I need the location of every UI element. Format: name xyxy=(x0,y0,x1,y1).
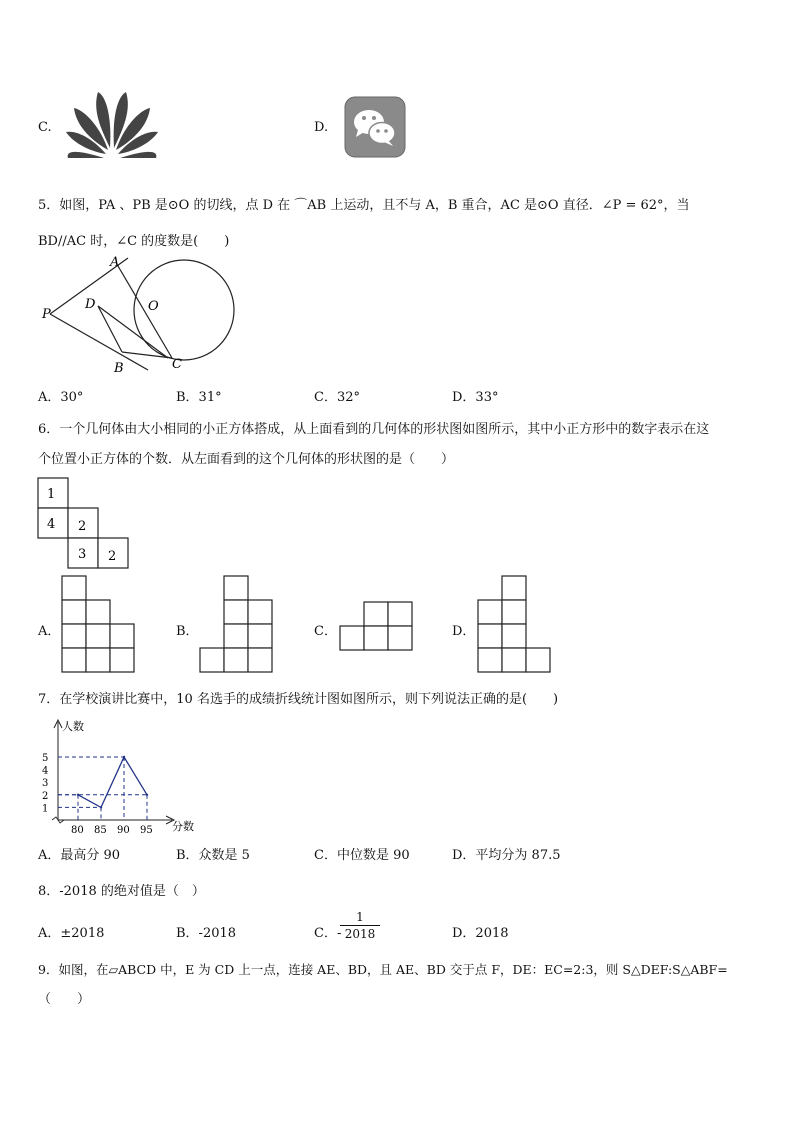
q5-label-p: P xyxy=(42,307,51,322)
q6-option-b-figure xyxy=(200,576,274,674)
chart-xtick-label: 95 xyxy=(140,825,153,836)
q6-option-d-label: D． xyxy=(452,624,476,639)
q7-option-a: A．最高分 90 xyxy=(38,848,121,863)
chart-ytick-label: 2 xyxy=(42,790,49,802)
q8-option-a: A．±2018 xyxy=(38,926,105,941)
huawei-logo-icon xyxy=(62,86,162,166)
q6-cell-value: 2 xyxy=(78,519,87,534)
q9-text-line1: 9．如图，在▱ABCD 中，E 为 CD 上一点，连接 AE、BD，且 AE、BD 交于点 F，DE：EC=2:3，则 S△DEF:S△ABF= xyxy=(38,962,728,977)
q5-circle-figure xyxy=(38,254,208,374)
q8-option-b: B．-2018 xyxy=(176,926,237,941)
q6-option-d-figure xyxy=(478,576,552,674)
q6-option-a-figure xyxy=(62,576,136,674)
wechat-logo-icon xyxy=(344,96,406,158)
q8-option-c-prefix: C．- xyxy=(314,926,342,941)
q6-cell-value: 1 xyxy=(47,487,56,502)
q6-option-a-label: A． xyxy=(38,624,61,639)
q5-label-b: B xyxy=(114,361,124,376)
q4-option-c-label: C. xyxy=(38,120,52,135)
chart-series-line xyxy=(78,757,147,807)
q4-option-d-label: D. xyxy=(314,120,329,135)
chart-point xyxy=(146,794,148,796)
chart-xtick-label: 80 xyxy=(71,825,84,836)
q5-text-line2: BD//AC 时，∠C 的度数是( ) xyxy=(38,234,230,249)
chart-ylabel: 人数 xyxy=(62,720,84,733)
q6-option-c-label: C． xyxy=(314,624,337,639)
chart-ytick-label: 4 xyxy=(42,765,49,777)
q5-text-line1: 5．如图，PA 、PB 是⊙O 的切线，点 D 在 ⌒AB 上运动，且不与 A，B 重合，AC 是⊙O 直径．∠P = 62°，当 xyxy=(38,198,690,213)
chart-ytick-label: 5 xyxy=(42,753,49,764)
q7-option-d: D．平均分为 87.5 xyxy=(452,848,561,863)
q6-text-line1: 6．一个几何体由大小相同的小正方体搭成，从上面看到的几何体的形状图如图所示，其中小正方形中的数字表示在这 xyxy=(38,422,710,437)
chart-xtick-label: 85 xyxy=(94,825,107,836)
chart-point xyxy=(123,756,125,758)
q5-option-a: A．30° xyxy=(38,390,84,405)
q8-option-c-fraction xyxy=(340,910,380,941)
chart-xlabel: 分数 xyxy=(172,820,194,833)
q8-option-d: D．2018 xyxy=(452,926,509,941)
q6-option-c-figure xyxy=(340,602,414,654)
q6-option-b-label: B． xyxy=(176,624,199,639)
q5-label-d: D xyxy=(85,297,96,312)
chart-point xyxy=(77,794,79,796)
q7-option-c: C．中位数是 90 xyxy=(314,848,410,863)
q7-option-b: B．众数是 5 xyxy=(176,848,250,863)
q7-text-line1: 7．在学校演讲比赛中，10 名选手的成绩折线统计图如图所示，则下列说法正确的是( ) xyxy=(38,692,559,707)
chart-ytick-label: 1 xyxy=(42,803,49,815)
chart-ytick-label: 3 xyxy=(42,778,49,790)
q6-cell-value: 2 xyxy=(108,549,117,564)
q5-option-d: D．33° xyxy=(452,390,499,405)
fraction-numerator: 1 xyxy=(340,910,380,926)
q6-cell-value: 3 xyxy=(78,547,87,562)
q6-top-view xyxy=(38,478,130,568)
q5-label-c: C xyxy=(172,357,182,372)
q8-text-line1: 8．-2018 的绝对值是（ ） xyxy=(38,884,205,899)
q5-label-a: A xyxy=(110,255,120,270)
q6-cell-value: 4 xyxy=(47,517,56,532)
q7-line-chart xyxy=(38,716,198,836)
q5-option-b: B．31° xyxy=(176,390,222,405)
chart-point xyxy=(100,806,102,808)
q5-label-o: O xyxy=(148,299,159,314)
q6-text-line2: 个位置小正方体的个数．从左面看到的这个几何体的形状图的是（ ） xyxy=(38,452,455,467)
q5-option-c: C．32° xyxy=(314,390,360,405)
q9-text-line2: （ ） xyxy=(38,992,91,1007)
chart-xtick-label: 90 xyxy=(117,825,130,836)
fraction-denominator: 2018 xyxy=(344,927,376,941)
